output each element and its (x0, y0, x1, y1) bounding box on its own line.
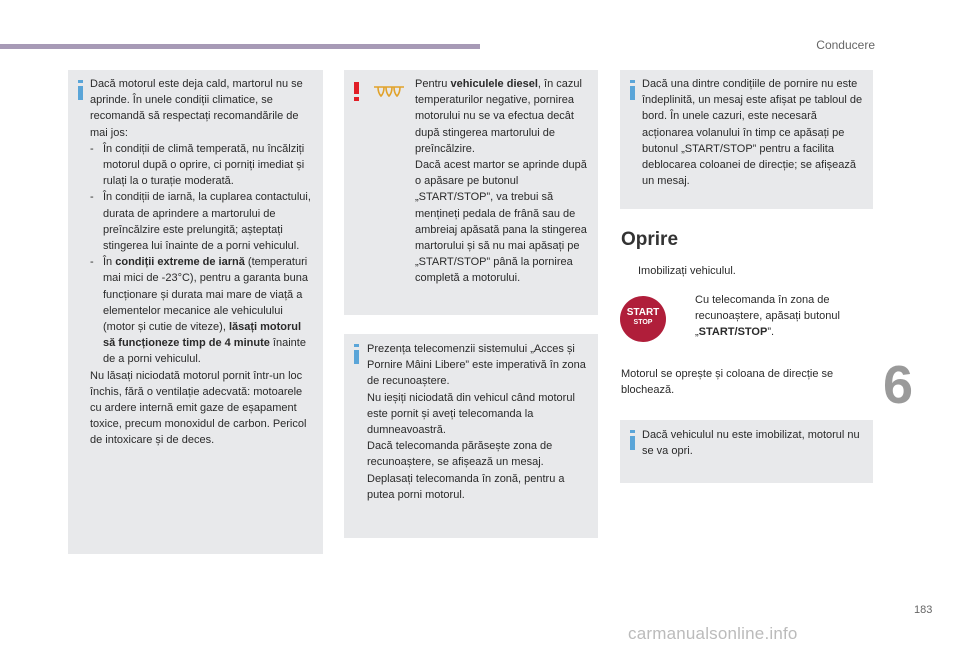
engine-warm-text (90, 76, 316, 449)
info-icon (354, 350, 359, 364)
engine-warm-outro: Nu lăsați niciodată motorul pornit într-un loc închis, fără o ventilație adecvată: motoarele cu ardere internă emit gaze de eșapament toxice, precum monoxidul de carbon. Pericol de intoxicare și de deces. (90, 369, 307, 447)
list-item: - În condiții extreme de iarnă (temperaturi mai mici de -23°C), pentru a garanta buna funcționare și durata mai mare de viață a elementelor mecanice ale vehiculului (motor și cutie de viteze), lăsați motorul să funcționeze timp de 4 minute înainte de a porni vehiculul. (90, 256, 308, 366)
remote-p2: Nu ieșiți niciodată din vehicul când motorul este pornit și aveți telecomanda la dumneavoastră. (367, 391, 575, 437)
header-accent-bar (0, 44, 480, 49)
diesel-p1: Pentru vehiculele diesel, în cazul temperaturilor negative, pornirea motorului nu se va efectua decât după stingerea martorului de preîncălzire. (415, 78, 582, 155)
list-item: - În condiții de climă temperată, nu încălziți motorul după o oprire, ci porniți imediat și rulați la o turație moderată. (90, 142, 305, 188)
watermark: carmanualsonline.info (628, 624, 798, 643)
remote-info-text (367, 341, 593, 503)
diesel-warning-text (415, 76, 593, 287)
engine-warm-intro: Dacă motorul este deja cald, martorul nu se aprinde. În unele condiții climatice, se recomandă să respectați recomandările de mai jos: (90, 78, 303, 139)
oprire-result-text: Motorul se oprește și coloana de direcție se blochează. (621, 368, 834, 396)
oprire-step-1: Imobilizați vehiculul. (638, 265, 736, 277)
info-icon (630, 86, 635, 100)
section-title: Conducere (816, 38, 875, 52)
start-stop-button-icon: START STOP (620, 296, 666, 342)
remote-p4: Deplasați telecomanda în zonă, pentru a putea porni motorul. (367, 472, 565, 501)
dash-marker: - (90, 191, 94, 204)
not-immobilized-text: Dacă vehiculul nu este imobilizat, motorul nu se va opri. (642, 429, 860, 458)
diesel-p2: Dacă acest martor se aprinde după o apăsare pe butonul „START/STOP”, va trebui să mențineți pedala de frână sau de ambreiaj apăsată pana la stingerea martorului și să nu mai apăsați pe „START/STOP” până la pornirea completă a motorului. (415, 159, 587, 285)
page-number: 183 (914, 604, 933, 616)
start-conditions-text: Dacă una dintre condițiile de pornire nu este îndeplinită, un mesaj este afișat pe tabloul de bord. În unele cazuri, este necesară acționarea volanului în timp ce apăsați pe butonul „START/STOP” pentru a facilita deblocarea coloanei de direcție; se afișează un mesaj. (642, 78, 863, 188)
chapter-number: 6 (883, 355, 914, 415)
remote-p3: Dacă telecomanda părăsește zona de recunoaștere, se afișează un mesaj. (367, 440, 553, 469)
section-heading-oprire: Oprire (621, 229, 679, 250)
list-item: - În condiții de iarnă, la cuplarea contactului, durata de aprindere a martorului de preîncălzire este prelungită; așteptați stingerea lui înainte de a porni vehiculul. (90, 191, 311, 253)
oprire-step-2: Cu telecomanda în zona de recunoaștere, apăsați butonul „START/STOP”. (695, 294, 840, 338)
info-icon (630, 436, 635, 450)
dash-marker: - (90, 142, 94, 155)
info-icon (78, 86, 83, 100)
remote-p1: Prezența telecomenzii sistemului „Acces și Pornire Mâini Libere” este imperativă în zona de recunoaștere. (367, 343, 586, 388)
glow-plug-icon (372, 84, 406, 100)
warning-icon (354, 82, 359, 94)
dash-marker: - (90, 256, 94, 269)
